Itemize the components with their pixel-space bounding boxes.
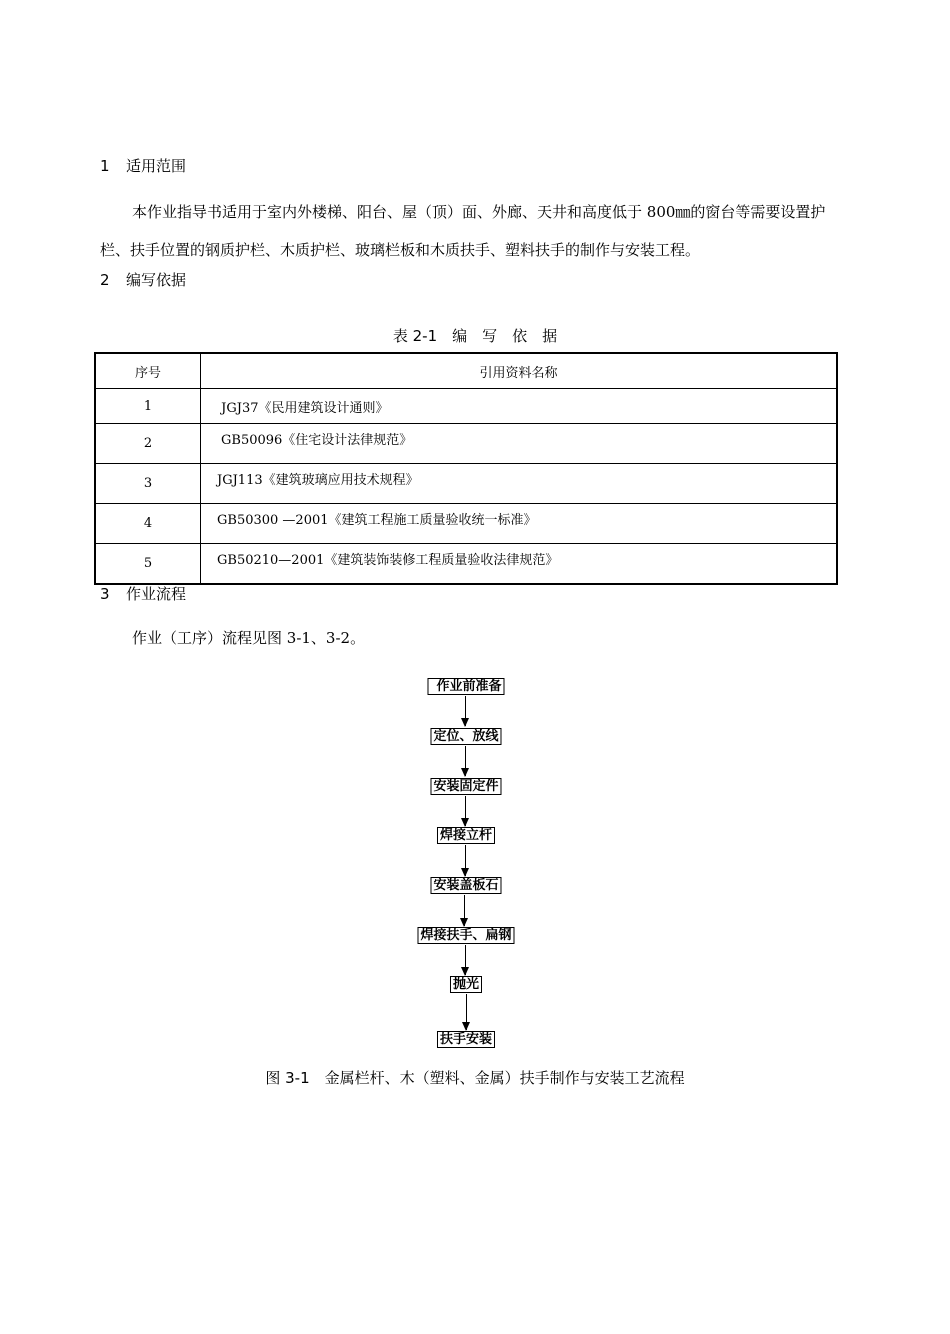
flow-step-install-fixings: 安装固定件 — [430, 778, 501, 795]
flow-step-weld-handrail: 焊接扶手、扁钢 — [417, 927, 514, 944]
reference-table — [94, 352, 838, 585]
flow-step-handrail-install: 扶手安装 — [437, 1031, 495, 1048]
section-title: 作业流程 — [126, 585, 187, 603]
flow-arrow-icon — [464, 895, 465, 926]
scope-paragraph: 本作业指导书适用于室内外楼梯、阳台、屋（顶）面、外廊、天井和高度低于 800㎜的窗台等需要设置护栏、扶手位置的钢质护栏、木质护栏、玻璃栏板和木质扶手、塑料扶手的制作与安装工程。 — [100, 203, 826, 259]
row-seq: 5 — [95, 544, 201, 585]
row-reference: GB50210—2001《建筑装饰装修工程质量验收法律规范》 — [201, 544, 838, 585]
flow-arrow-icon — [465, 796, 466, 826]
table-row — [95, 389, 837, 424]
section-title: 编写依据 — [126, 271, 187, 289]
table-header-row — [95, 353, 837, 389]
table-row — [95, 424, 837, 464]
table-row — [95, 504, 837, 544]
column-header-seq: 序号 — [95, 353, 201, 389]
table-row — [95, 544, 837, 585]
flow-arrow-icon — [465, 845, 466, 876]
section-1-heading — [100, 155, 186, 176]
flow-arrow-icon — [465, 945, 466, 975]
row-reference: JGJ113《建筑玻璃应用技术规程》 — [201, 464, 838, 504]
column-header-reference: 引用资料名称 — [201, 353, 838, 389]
section-title: 适用范围 — [126, 157, 187, 175]
row-reference: JGJ37《民用建筑设计通则》 — [201, 389, 838, 424]
table-row — [95, 464, 837, 504]
section-number: 1 — [100, 157, 110, 175]
section-2-heading — [100, 269, 186, 290]
row-seq: 4 — [95, 504, 201, 544]
section-number: 3 — [100, 585, 110, 603]
flow-reference-paragraph: 作业（工序）流程见图 3-1、3-2。 — [132, 629, 366, 647]
flow-arrow-icon — [466, 994, 467, 1030]
process-flowchart — [0, 670, 950, 1060]
row-seq: 3 — [95, 464, 201, 504]
row-seq: 2 — [95, 424, 201, 464]
flow-step-install-cover-stone: 安装盖板石 — [430, 877, 501, 894]
flow-step-preparation: 作业前准备 — [427, 678, 504, 695]
section-number: 2 — [100, 271, 110, 289]
table-caption: 表 2-1 编 写 依 据 — [392, 327, 558, 345]
flow-arrow-icon — [465, 746, 466, 776]
row-seq: 1 — [95, 389, 201, 424]
flow-step-weld-posts: 焊接立杆 — [437, 827, 495, 844]
figure-caption: 图 3-1 金属栏杆、木（塑料、金属）扶手制作与安装工艺流程 — [265, 1069, 685, 1087]
row-reference: GB50096《住宅设计法律规范》 — [201, 424, 838, 464]
flow-step-polish: 抛光 — [450, 976, 482, 993]
flow-step-positioning: 定位、放线 — [430, 728, 501, 745]
row-reference: GB50300 —2001《建筑工程施工质量验收统一标准》 — [201, 504, 838, 544]
flow-arrow-icon — [465, 696, 466, 726]
section-3-heading — [100, 583, 186, 604]
